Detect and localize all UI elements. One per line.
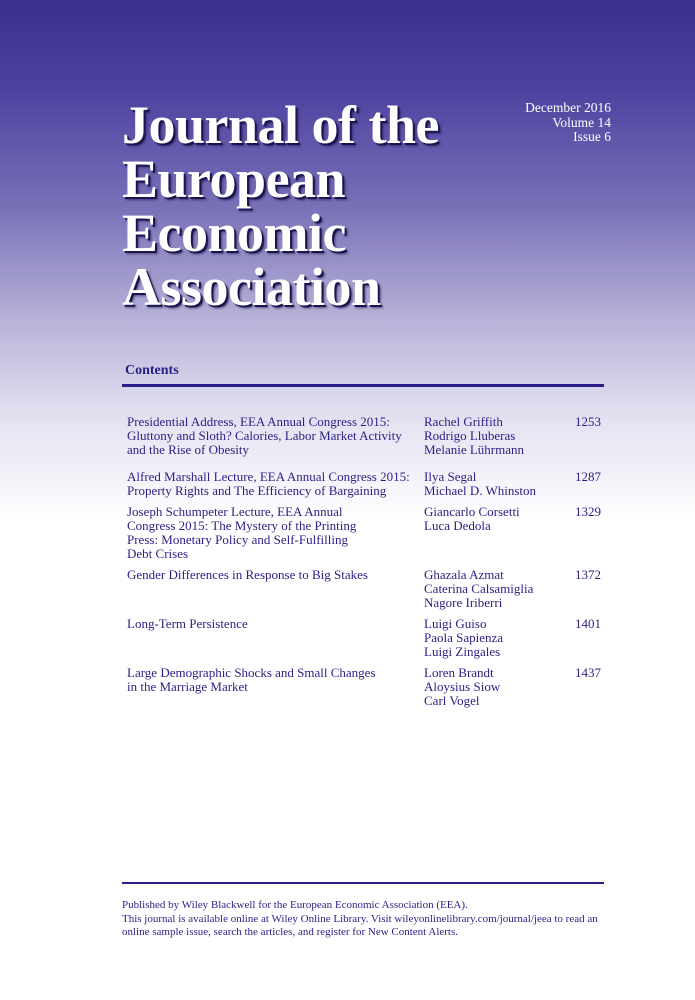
page-number: 1401 (575, 616, 601, 631)
article-title (127, 415, 417, 457)
author: Caterina Calsamiglia (424, 581, 534, 596)
contents-heading: Contents (125, 363, 179, 378)
author: Luca Dedola (424, 518, 491, 533)
author: Ilya Segal (424, 469, 477, 484)
article-title-line: Debt Crises (127, 546, 189, 561)
author: Carl Vogel (424, 693, 480, 708)
contents-divider (122, 384, 604, 387)
author: Loren Brandt (424, 665, 494, 680)
issue-date: December 2016 (525, 100, 611, 115)
article-title (127, 666, 417, 694)
article-title-line: Presidential Address, EEA Annual Congress 2015: (127, 414, 390, 429)
article-title-line: and the Rise of Obesity (127, 442, 250, 457)
author: Nagore Iriberri (424, 595, 503, 610)
article-title-line: Gluttony and Sloth? Calories, Labor Market Activity (127, 428, 402, 443)
article-authors (424, 470, 564, 498)
page-number: 1287 (575, 469, 601, 484)
article-authors (424, 505, 564, 533)
page-number: 1437 (575, 665, 601, 680)
author: Paola Sapienza (424, 630, 504, 645)
footer-line: online sample issue, search the articles, and register for New Content Alerts. (122, 926, 459, 938)
author: Rachel Griffith (424, 414, 503, 429)
article-title (127, 505, 417, 561)
author: Rodrigo Lluberas (424, 428, 516, 443)
article-title-line: Large Demographic Shocks and Small Changes (127, 665, 376, 680)
issue-number: Issue 6 (573, 129, 611, 144)
author: Luigi Zingales (424, 644, 501, 659)
journal-title-line: Journal of the (122, 95, 439, 155)
article-title-line: in the Marriage Market (127, 679, 248, 694)
footer-divider (122, 882, 604, 884)
toc-entry (127, 415, 605, 470)
article-title (127, 568, 417, 582)
author: Ghazala Azmat (424, 567, 504, 582)
page-number: 1372 (575, 567, 601, 582)
article-title-line: Joseph Schumpeter Lecture, EEA Annual (127, 504, 343, 519)
table-of-contents (127, 415, 605, 711)
journal-title (122, 95, 522, 317)
toc-entry (127, 617, 605, 666)
article-title-line: Press: Monetary Policy and Self-Fulfilling (127, 532, 348, 547)
article-title (127, 470, 417, 498)
footer-line: This journal is available online at Wiley Online Library. Visit wileyonlinelibrary.com/journal/jeea to read an (122, 912, 598, 925)
author: Luigi Guiso (424, 616, 487, 631)
article-authors (424, 415, 564, 457)
article-title-line: Alfred Marshall Lecture, EEA Annual Congress 2015: (127, 469, 410, 484)
article-title-line: Long-Term Persistence (127, 616, 248, 631)
author: Melanie Lührmann (424, 442, 524, 457)
publisher-footer (122, 899, 612, 940)
journal-title-line: Association (122, 257, 381, 317)
author: Giancarlo Corsetti (424, 504, 520, 519)
issue-volume: Volume 14 (552, 114, 611, 130)
toc-entry (127, 666, 605, 711)
article-authors (424, 666, 564, 708)
journal-title-line: Economic (122, 203, 346, 263)
toc-entry (127, 470, 605, 505)
toc-entry (127, 505, 605, 568)
article-authors (424, 568, 564, 610)
author: Michael D. Whinston (424, 483, 537, 498)
article-title (127, 617, 417, 631)
toc-entry (127, 568, 605, 617)
article-title-line: Gender Differences in Response to Big Stakes (127, 567, 368, 582)
article-title-line: Property Rights and The Efficiency of Bargaining (127, 483, 387, 498)
author: Aloysius Siow (424, 679, 501, 694)
journal-title-line: European (122, 149, 346, 209)
page-number: 1329 (575, 504, 601, 519)
article-title-line: Congress 2015: The Mystery of the Printing (127, 518, 357, 533)
page-number: 1253 (575, 414, 601, 429)
issue-info (525, 101, 611, 145)
footer-line: Published by Wiley Blackwell for the European Economic Association (EEA). (122, 899, 468, 911)
article-authors (424, 617, 564, 659)
